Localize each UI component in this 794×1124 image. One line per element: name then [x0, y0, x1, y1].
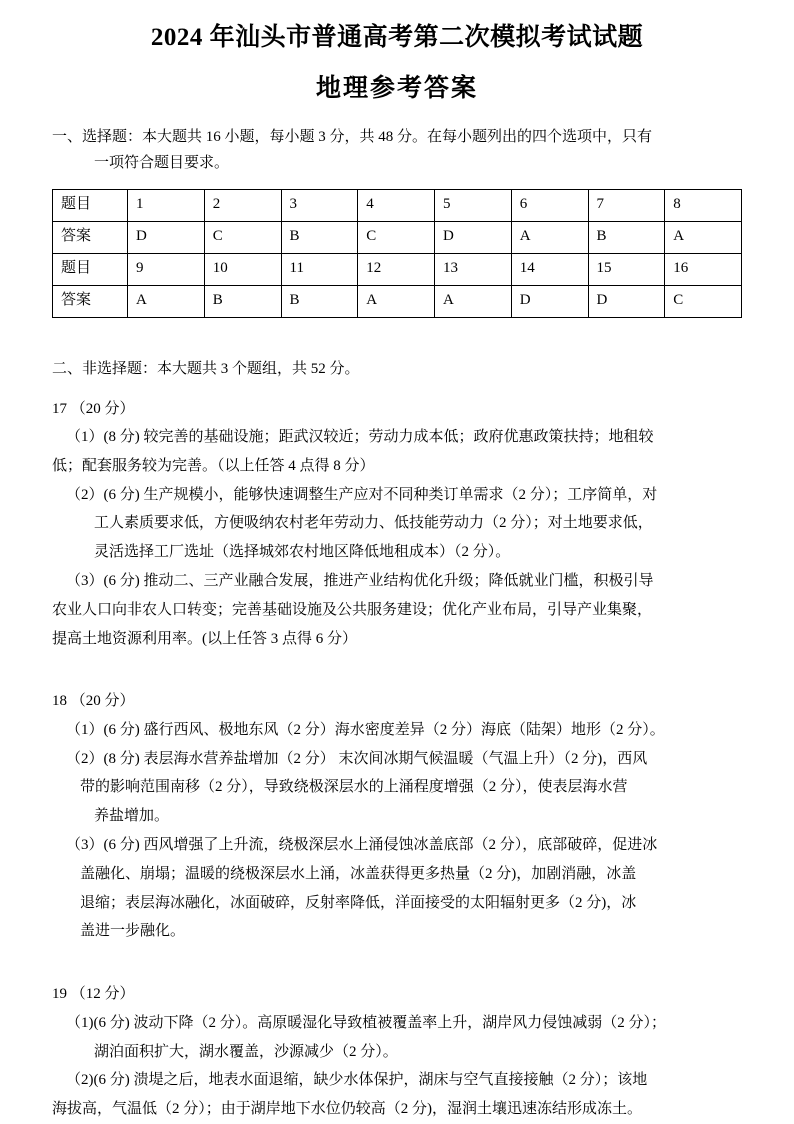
- q17-part3-line1: （3）(6 分) 推动二、三产业融合发展，推进产业结构优化升级；降低就业门槛，积极引导: [66, 572, 654, 589]
- q18-part3-line3: 退缩；表层海冰融化，冰面破碎，反射率降低，洋面接受的太阳辐射更多（2 分)，冰: [80, 894, 637, 911]
- table-cell: 8: [665, 189, 742, 221]
- q18-part3-line2: 盖融化、崩塌；温暖的绕极深层水上涌，冰盖获得更多热量（2 分)，加剧消融，冰盖: [80, 865, 637, 882]
- table-cell: B: [281, 221, 358, 253]
- table-cell: A: [665, 221, 742, 253]
- table-cell: 5: [435, 189, 512, 221]
- q17-part2-line3: 灵活选择工厂选址（选择城郊农村地区降低地租成本）（2 分）。: [94, 544, 511, 561]
- table-cell: D: [435, 221, 512, 253]
- q17-part1-line1: （1）(8 分) 较完善的基础设施；距武汉较近；劳动力成本低；政府优惠政策扶持；地租较: [66, 429, 654, 445]
- table-cell: B: [588, 221, 665, 253]
- table-row: [53, 285, 742, 317]
- row-label: 答案: [53, 285, 128, 317]
- q19-part2-line2: 海拔高，气温低（2 分）；由于湖岸地下水位仍较高（2 分)，湿润土壤迅速冻结形成冻土。: [52, 1101, 642, 1118]
- table-cell: B: [204, 285, 281, 317]
- table-cell: D: [128, 221, 205, 253]
- table-cell: C: [358, 221, 435, 253]
- section-one-heading-line1: 一、选择题：本大题共 16 小题，每小题 3 分，共 48 分。在每小题列出的四个选项中，只有: [52, 129, 653, 145]
- table-cell: 4: [358, 189, 435, 221]
- q19-part2-line1: （2)(6 分) 溃堤之后，地表水面退缩，缺少水体保护，湖床与空气直接接触（2 分）；该地: [66, 1072, 648, 1089]
- page-subtitle: 地理参考答案: [315, 75, 478, 102]
- page-title: 2024 年汕头市普通高考第二次模拟考试试题: [150, 24, 644, 51]
- table-cell: 9: [128, 253, 205, 285]
- answer-table: [52, 189, 742, 318]
- table-cell: 11: [281, 253, 358, 285]
- table-cell: 6: [511, 189, 588, 221]
- q18-part2-line3: 养盐增加。: [94, 808, 170, 825]
- table-cell: A: [435, 285, 512, 317]
- section-one-heading: [52, 124, 742, 177]
- table-cell: C: [204, 221, 281, 253]
- table-cell: 7: [588, 189, 665, 221]
- q17-part3-line3: 提高土地资源利用率。(以上任答 3 点得 6 分）: [52, 630, 357, 647]
- q18-part2-line2: 带的影响范围南移（2 分），导致绕极深层水的上涌程度增强（2 分），使表层海水营: [80, 779, 628, 796]
- question-17-number: 17 （20 分）: [52, 400, 135, 417]
- table-cell: C: [665, 285, 742, 317]
- table-cell: B: [281, 285, 358, 317]
- table-cell: A: [128, 285, 205, 317]
- table-cell: D: [588, 285, 665, 317]
- q18-part3-line4: 盖进一步融化。: [80, 923, 186, 940]
- q17-part2-line1: （2）(6 分) 生产规模小，能够快速调整生产应对不同种类订单需求（2 分）；工序简单，对: [66, 486, 658, 503]
- table-cell: 10: [204, 253, 281, 285]
- row-label: 答案: [53, 221, 128, 253]
- table-cell: 2: [204, 189, 281, 221]
- q18-part2-line1: （2）(8 分) 表层海水营养盐增加（2 分） 末次间冰期气候温暖（气温上升）（2 分)，西风: [66, 750, 648, 767]
- q17-part1-line2: 低；配套服务较为完善。（以上任答 4 点得 8 分）: [52, 457, 375, 474]
- table-cell: A: [358, 285, 435, 317]
- table-cell: 3: [281, 189, 358, 221]
- q18-part1-line1: （1）(6 分) 盛行西风、极地东风（2 分）海水密度差异（2 分）海底（陆架）地形（2 分）。: [66, 721, 665, 738]
- table-cell: A: [511, 221, 588, 253]
- table-row: [53, 253, 742, 285]
- table-cell: 12: [358, 253, 435, 285]
- q18-part3-line1: （3）(6 分) 西风增强了上升流，绕极深层水上涌侵蚀冰盖底部（2 分），底部破碎，促进冰: [66, 837, 658, 854]
- section-one-heading-line2: 一项符合题目要求。: [94, 155, 230, 172]
- table-cell: D: [511, 285, 588, 317]
- row-label: 题目: [53, 189, 128, 221]
- table-row: [53, 221, 742, 253]
- q17-part2-line2: 工人素质要求低，方便吸纳农村老年劳动力、低技能劳动力（2 分）；对土地要求低，: [94, 515, 653, 532]
- section-two-heading: 二、非选择题：本大题共 3 个题组，共 52 分。: [52, 360, 360, 377]
- table-cell: 1: [128, 189, 205, 221]
- row-label: 题目: [53, 253, 128, 285]
- table-row: [53, 189, 742, 221]
- question-19-number: 19 （12 分）: [52, 986, 135, 1003]
- q19-part1-line2: 湖泊面积扩大，湖水覆盖，沙源减少（2 分）。: [94, 1043, 398, 1060]
- table-cell: 15: [588, 253, 665, 285]
- question-18-number: 18 （20 分）: [52, 693, 135, 710]
- q17-part3-line2: 农业人口向非农人口转变；完善基础设施及公共服务建设；优化产业布局，引导产业集聚，: [52, 601, 653, 618]
- q19-part1-line1: （1)(6 分) 波动下降（2 分）。高原暖湿化导致植被覆盖率上升，湖岸风力侵蚀减弱（2 分）；: [66, 1014, 666, 1031]
- table-cell: 14: [511, 253, 588, 285]
- table-cell: 13: [435, 253, 512, 285]
- table-cell: 16: [665, 253, 742, 285]
